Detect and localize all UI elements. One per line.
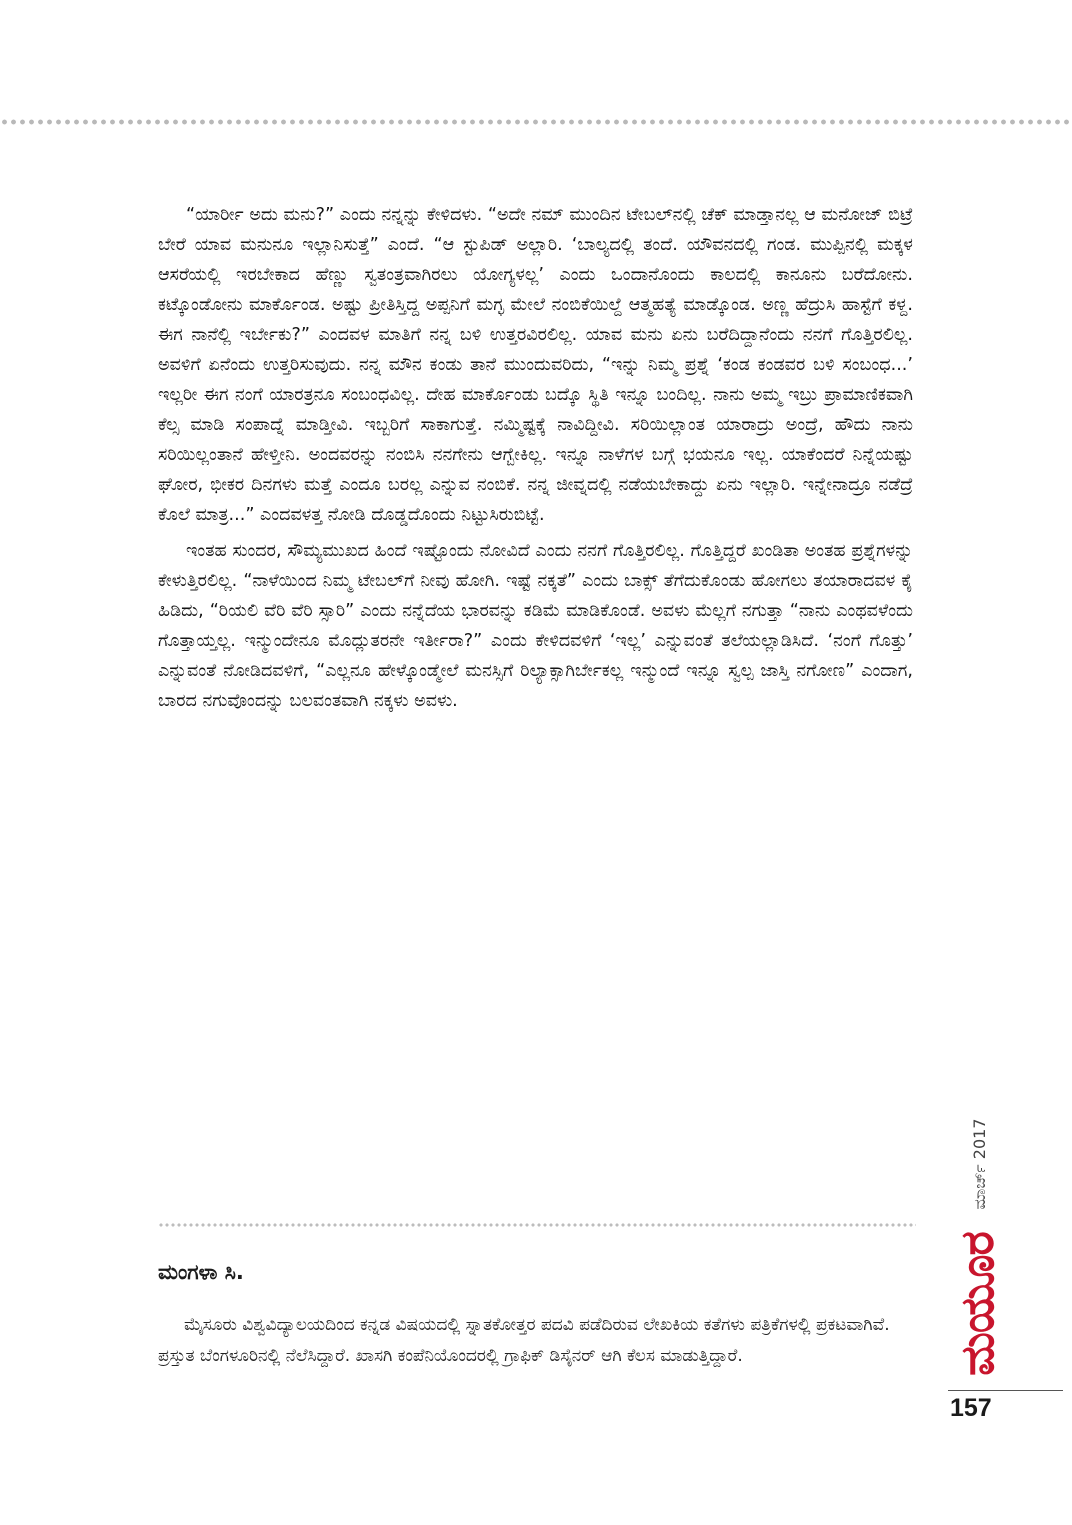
story-paragraph: “ಯಾರ್ರೀ ಅದು ಮನು?” ಎಂದು ನನ್ನನ್ನು ಕೇಳಿದಳು. “ಅದೇ ನಮ್ ಮುಂದಿನ ಟೇಬಲ್‌ನಲ್ಲಿ ಚೆಕ್ ಮಾಡ್ತಾನಲ್ಲ ಆ ಮನೋಜ್ ಬಿಟ್ರೆ ಬೇರೆ ಯಾವ ಮನುನೂ ಇಲ್ಲಾನಿಸುತ್ತೆ” ಎಂದೆ. “ಆ ಸ್ಟುಪಿಡ್ ಅಲ್ಲಾರಿ. ‘ಬಾಲ್ಯದಲ್ಲಿ ತಂದೆ. ಯೌವನದಲ್ಲಿ ಗಂಡ. ಮುಪ್ಪಿನಲ್ಲಿ ಮಕ್ಕಳ ಆಸರೆಯಲ್ಲಿ ಇರಬೇಕಾದ ಹೆಣ್ಣು ಸ್ವತಂತ್ರವಾಗಿರಲು ಯೋಗ್ಯಳಲ್ಲ’ ಎಂದು ಒಂದಾನೊಂದು ಕಾಲದಲ್ಲಿ ಕಾನೂನು ಬರೆದೋನು. ಕಟ್ಕೊಂಡೋನು ಮಾರ್ಕೊಂಡ. ಅಷ್ಟು ಪ್ರೀತಿಸ್ತಿದ್ದ ಅಪ್ಪನಿಗೆ ಮಗ್ಳ ಮೇಲೆ ನಂಬಿಕೆಯಿಲ್ದೆ ಆತ್ಮಹತ್ಯೆ ಮಾಡ್ಕೊಂಡ. ಅಣ್ಣ ಹೆದ್ರುಸಿ ಹಾಸ್ಟೆಗೆ ಕಳ್ದ. ಈಗ ನಾನೆಲ್ಲಿ ಇರ್ಬೇಕು?” ಎಂದವಳ ಮಾತಿಗೆ ನನ್ನ ಬಳಿ ಉತ್ತರವಿರಲಿಲ್ಲ. ಯಾವ ಮನು ಏನು ಬರೆದಿದ್ದಾನೆಂದು ನನಗೆ ಗೊತ್ತಿರಲಿಲ್ಲ. ಅವಳಿಗೆ ಏನೆಂದು ಉತ್ತರಿಸುವುದು. ನನ್ನ ಮೌನ ಕಂಡು ತಾನೆ ಮುಂದುವರಿದು, “ಇನ್ನು ನಿಮ್ಮ ಪ್ರಶ್ನೆ ‘ಕಂಡ ಕಂಡವರ ಬಳಿ ಸಂಬಂಧ...’ ಇಲ್ಲರೀ ಈಗ ನಂಗೆ ಯಾರತ್ರನೂ ಸಂಬಂಧವಿಲ್ಲ. ದೇಹ ಮಾರ್ಕೊಂಡು ಬದ್ಕೊ ಸ್ಥಿತಿ ಇನ್ನೂ ಬಂದಿಲ್ಲ. ನಾನು ಅಮ್ಮ ಇಬ್ರು ಪ್ರಾಮಾಣಿಕವಾಗಿ ಕೆಲ್ಸ ಮಾಡಿ ಸಂಪಾದ್ನೆ ಮಾಡ್ತೀವಿ. ಇಬ್ಬರಿಗೆ ಸಾಕಾಗುತ್ತೆ. ನಮ್ಮಿಷ್ಟಕ್ಕೆ ನಾವಿದ್ದೀವಿ. ಸರಿಯಿಲ್ಲಾಂತ ಯಾರಾದ್ರು ಅಂದ್ರೆ, ಹೌದು ನಾನು ಸರಿಯಿಲ್ಲಂತಾನೆ ಹೇಳ್ತೀನಿ. ಅಂದವರನ್ನು ನಂಬಿಸಿ ನನಗೇನು ಆಗ್ಬೇಕಿಲ್ಲ. ಇನ್ನೂ ನಾಳೆಗಳ ಬಗ್ಗೆ ಭಯನೂ ಇಲ್ಲ. ಯಾಕೆಂದರೆ ನಿನ್ನೆಯಷ್ಟು ಘೋರ, ಭೀಕರ ದಿನಗಳು ಮತ್ತೆ ಎಂದೂ ಬರಲ್ಲ ಎನ್ನುವ ನಂಬಿಕೆ. ನನ್ನ ಜೀವ್ನದಲ್ಲಿ ನಡೆಯಬೇಕಾದ್ದು ಏನು ಇಲ್ಲಾರಿ. ಇನ್ನೇನಾದ್ರೂ ನಡೆದ್ರೆ ಕೊಲೆ ಮಾತ್ರ...” ಎಂದವಳತ್ತ ನೋಡಿ ದೊಡ್ಡದೊಂದು ನಿಟ್ಟುಸಿರುಬಿಟ್ಟೆ.: [158, 205, 913, 525]
author-bio-text: ಮೈಸೂರು ವಿಶ್ವವಿದ್ಯಾಲಯದಿಂದ ಕನ್ನಡ ವಿಷಯದಲ್ಲಿ ಸ್ನಾತಕೋತ್ತರ ಪದವಿ ಪಡೆದಿರುವ ಲೇಖಕಿಯ ಕತೆಗಳು ಪತ್ರಿಕೆಗಳಲ್ಲಿ ಪ್ರಕಟವಾಗಿವೆ. ಪ್ರಸ್ತುತ ಬೆಂಗಳೂರಿನಲ್ಲಿ ನೆಲೆಸಿದ್ದಾರೆ. ಖಾಸಗಿ ಕಂಪೆನಿಯೊಂದರಲ್ಲಿ ಗ್ರಾಫಿಕ್ ಡಿಸೈನರ್ ಆಗಿ ಕೆಲಸ ಮಾಡುತ್ತಿದ್ದಾರೆ.: [158, 1315, 890, 1366]
issue-date-label: ಮಾರ್ಚ್ 2017: [970, 1118, 989, 1210]
magazine-logo: [950, 1224, 1006, 1384]
folio-rule: [948, 1390, 1063, 1391]
author-section-divider: [158, 1222, 916, 1228]
magazine-logo-text: ಮಯೂರ: [950, 1232, 1004, 1376]
issue-date: [970, 1108, 990, 1220]
story-paragraph: ಇಂತಹ ಸುಂದರ, ಸೌಮ್ಯಮುಖದ ಹಿಂದೆ ಇಷ್ಟೊಂದು ನೋವಿದೆ ಎಂದು ನನಗೆ ಗೊತ್ತಿರಲಿಲ್ಲ. ಗೊತ್ತಿದ್ದರೆ ಖಂಡಿತಾ ಅಂತಹ ಪ್ರಶ್ನೆಗಳನ್ನು ಕೇಳುತ್ತಿರಲಿಲ್ಲ. “ನಾಳೆಯಿಂದ ನಿಮ್ಮ ಟೇಬಲ್‌ಗೆ ನೀವು ಹೋಗಿ. ಇಷ್ಟೆ ನಕ್ಕತೆ” ಎಂದು ಬಾಕ್ಸ್ ತೆಗೆದುಕೊಂಡು ಹೋಗಲು ತಯಾರಾದವಳ ಕೈ ಹಿಡಿದು, “ರಿಯಲಿ ವೆರಿ ವೆರಿ ಸ್ಸಾರಿ” ಎಂದು ನನ್ನೆದೆಯ ಭಾರವನ್ನು ಕಡಿಮೆ ಮಾಡಿಕೊಂಡೆ. ಅವಳು ಮೆಲ್ಲಗೆ ನಗುತ್ತಾ “ನಾನು ಎಂಥವಳೆಂದು ಗೊತ್ತಾಯ್ತಲ್ಲ. ಇನ್ಮುಂದೇನೂ ಮೊದ್ಲುತರನೇ ಇರ್ತೀರಾ?” ಎಂದು ಕೇಳಿದವಳಿಗೆ ‘ಇಲ್ಲ’ ಎನ್ನುವಂತೆ ತಲೆಯಲ್ಲಾಡಿಸಿದೆ. ‘ನಂಗೆ ಗೊತ್ತು’ ಎನ್ನುವಂತೆ ನೋಡಿದವಳಿಗೆ, “ಎಲ್ಲನೂ ಹೇಳ್ಕೊಂಡ್ಮೇಲೆ ಮನಸ್ಸಿಗೆ ರಿಲ್ಯಾಕ್ಸಾಗಿರ್ಬೇಕಲ್ಲ ಇನ್ಮುಂದೆ ಇನ್ನೂ ಸ್ವಲ್ಪ ಜಾಸ್ತಿ ನಗೋಣ” ಎಂದಾಗ, ಬಾರದ ನಗುವೊಂದನ್ನು ಬಲವಂತವಾಗಿ ನಕ್ಕಳು ಅವಳು.: [158, 541, 913, 711]
author-name: ಮಂಗಳಾ ಸಿ.: [158, 1260, 244, 1284]
top-dotted-rule: [0, 118, 1072, 126]
author-bio: [158, 1310, 913, 1372]
page-number: 157: [950, 1394, 992, 1422]
story-text: [158, 200, 913, 716]
